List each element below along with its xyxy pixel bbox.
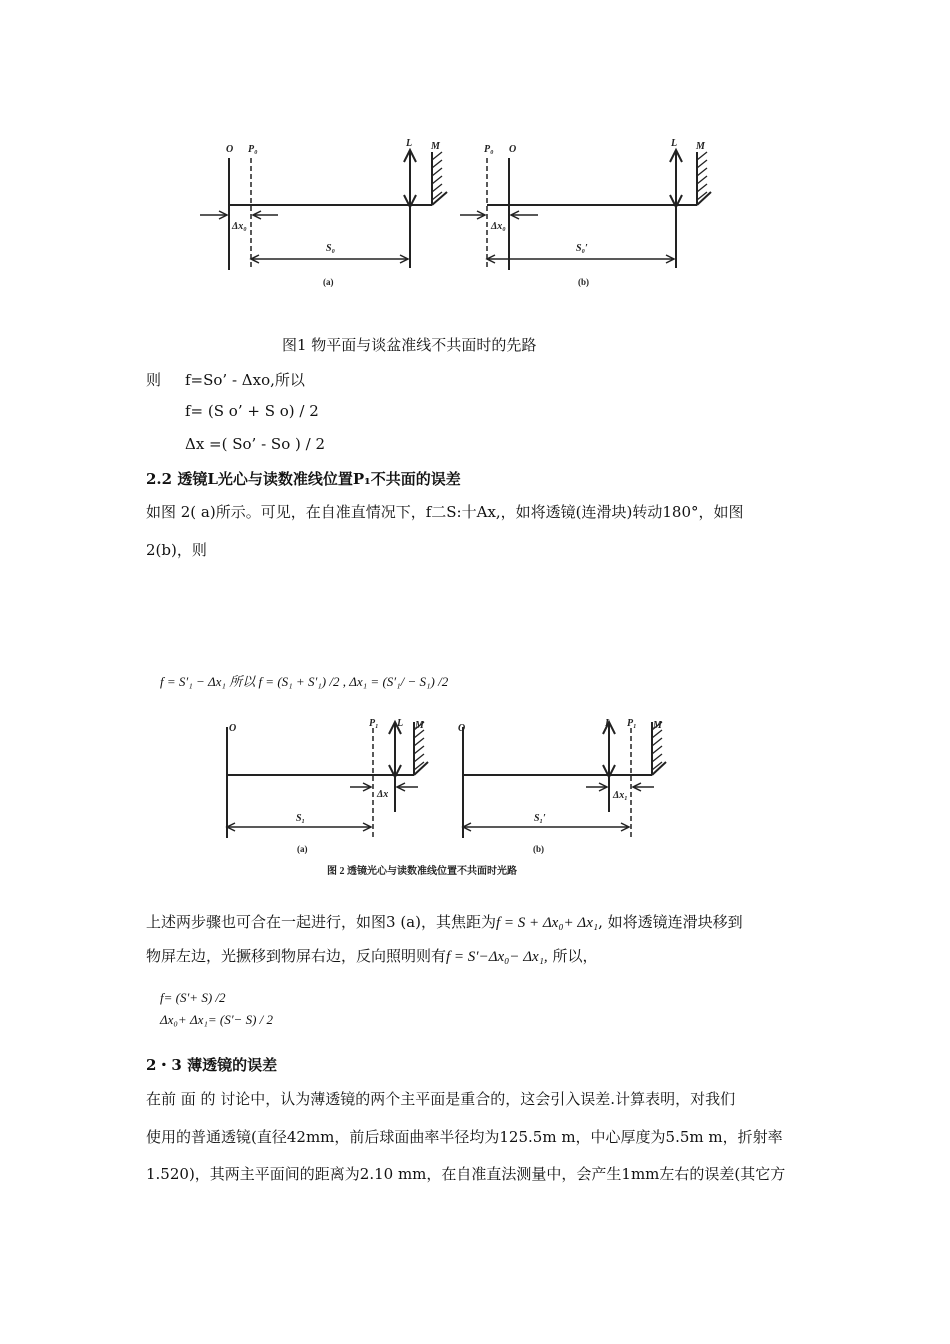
- combined-method-formula-1: f = S + Δx₀+ Δx₁: [495, 915, 599, 931]
- figure-2-caption: 图 2 透镜光心与读数准线位置不共面时光路: [327, 866, 517, 877]
- combined-method-line1: [146, 911, 743, 932]
- fig2b-sublabel: (b): [533, 844, 544, 854]
- fig2b-label-o: O: [458, 723, 466, 734]
- eq1-line2: f= (S o’ + S o) / 2: [185, 402, 319, 420]
- fig2a-label-o: O: [229, 723, 237, 734]
- section-2-3-heading: 2・3 薄透镜的误差: [146, 1056, 278, 1074]
- figure-1-caption: 图1 物平面与谈盆准线不共面时的先路: [282, 336, 537, 354]
- combined-method-line1-text-b: , 如将透镜连滑块移到: [598, 913, 743, 931]
- eq1-line1: f=So’ - Δxo,所以: [185, 371, 305, 389]
- fig1a-label-dx: Δx₀: [232, 221, 247, 232]
- combined-method-line2-text-a: 物屏左边，光撅移到物屏右边，反向照明则有: [146, 947, 447, 965]
- figure-1a: [200, 150, 447, 270]
- fig2b-label-m: M: [653, 720, 662, 731]
- fig2a-label-dx: Δx: [377, 789, 389, 800]
- combined-method-line1-text-a: 上述两步骤也可合在一起进行，如图3 (a)，其焦距为: [146, 913, 496, 931]
- fig1a-label-s: S₀: [326, 243, 336, 254]
- fig1a-sublabel: (a): [323, 277, 334, 287]
- section-2-3-line2: 使用的普通透镜(直径42mm，前后球面曲率半径均为125.5m m，中心厚度为5.5m m，折射率: [146, 1128, 783, 1146]
- fig2a-label-l: L: [397, 718, 404, 729]
- fig1b-label-s: S₀′: [576, 243, 588, 254]
- figure-2-formula: f = S′₁ − Δx₁ 所以 f = (S₁ + S′₁) /2 , Δx₁ = (S′₁/ − S₁) /2: [160, 674, 449, 689]
- combined-method-line2-text-b: 所以，: [547, 947, 598, 965]
- figure-2b: [463, 722, 666, 838]
- eq1-prefix: 则: [146, 371, 162, 389]
- section-2-2-para-line1: 如图 2( a)所示。可见，在自准直情况下，f二S:十Ax,，如将透镜(连滑块)转动180°，如图: [146, 503, 744, 521]
- figure-2-diagram: [0, 690, 950, 890]
- fig1b-label-l: L: [671, 138, 678, 149]
- fig1a-label-l: L: [406, 138, 413, 149]
- fig2a-label-m: M: [415, 720, 424, 731]
- fig2b-label-p: P₁: [627, 718, 637, 729]
- combined-eq-a: f= (S′+ S) /2: [160, 990, 226, 1005]
- fig2b-label-s: S₁′: [534, 813, 546, 824]
- figure-1-diagram: [0, 0, 950, 300]
- combined-method-line2: [146, 945, 597, 966]
- fig2b-label-l: L: [605, 718, 612, 729]
- fig1b-sublabel: (b): [578, 277, 589, 287]
- fig2b-label-dx: Δx₁: [613, 790, 628, 801]
- fig1b-label-m: M: [696, 141, 705, 152]
- section-2-2-heading: 2.2 透镜L光心与读数准线位置P₁不共面的误差: [146, 470, 461, 488]
- section-2-3-line1: 在前 面 的 讨论中，认为薄透镜的两个主平面是重合的，这会引入误差.计算表明，对我们: [146, 1090, 736, 1108]
- fig1a-label-p: P₀: [248, 144, 258, 155]
- combined-method-formula-2: f = S′−Δx₀− Δx₁,: [446, 949, 548, 965]
- combined-eq-b: Δx₀+ Δx₁= (S′− S) / 2: [160, 1012, 274, 1027]
- fig1b-label-dx: Δx₀: [491, 221, 506, 232]
- fig1a-label-m: M: [431, 141, 440, 152]
- fig2a-label-p: P₁: [369, 718, 379, 729]
- fig2a-sublabel: (a): [297, 844, 308, 854]
- fig2a-label-s: S₁: [296, 813, 306, 824]
- figure-2a: [227, 722, 428, 838]
- fig1b-label-p: P₀: [484, 144, 494, 155]
- fig1b-label-o: O: [509, 144, 517, 155]
- fig1a-label-o: O: [226, 144, 234, 155]
- section-2-2-para-line2: 2(b)，则: [146, 541, 207, 559]
- section-2-3-line3: 1.520)，其两主平面间的距离为2.10 mm，在自准直法测量中，会产生1mm左右的误差(其它方: [146, 1165, 786, 1183]
- eq1-line3: Δx =( So’ - So ) / 2: [185, 435, 325, 453]
